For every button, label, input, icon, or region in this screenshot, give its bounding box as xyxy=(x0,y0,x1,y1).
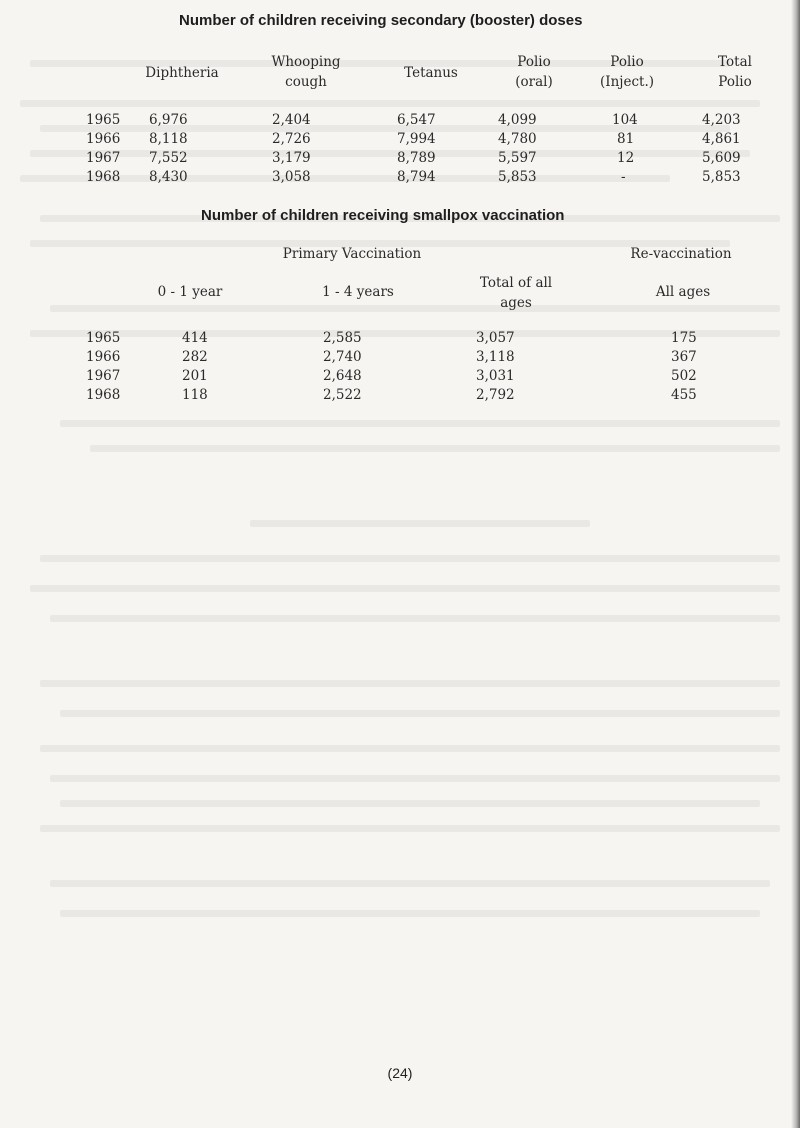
total-cell: 2,792 xyxy=(476,387,515,403)
header-polio-oral-2: (oral) xyxy=(515,74,553,90)
total-cell: 3,057 xyxy=(476,330,515,346)
page-number: (24) xyxy=(387,1065,413,1081)
age-0-1-cell: 201 xyxy=(182,368,208,384)
table-row xyxy=(0,330,800,350)
revacc-cell: 367 xyxy=(671,349,697,365)
whooping-cell: 3,179 xyxy=(272,150,311,166)
revacc-cell: 175 xyxy=(671,330,697,346)
revacc-cell: 455 xyxy=(671,387,697,403)
header-polio-inject-1: Polio xyxy=(610,54,644,70)
header-all-ages: All ages xyxy=(655,284,711,300)
revacc-cell: 502 xyxy=(671,368,697,384)
tetanus-cell: 7,994 xyxy=(397,131,436,147)
table-row xyxy=(0,112,800,132)
polio-inject-cell: 12 xyxy=(617,150,635,166)
polio-inject-cell: 104 xyxy=(612,112,638,128)
header-total-1: Total of all xyxy=(479,275,553,291)
header-diphtheria: Diphtheria xyxy=(145,65,219,81)
total-polio-cell: 5,853 xyxy=(702,169,741,185)
tetanus-cell: 6,547 xyxy=(397,112,436,128)
header-whooping-2: cough xyxy=(285,74,327,90)
tetanus-cell: 8,794 xyxy=(397,169,436,185)
header-age-1-4: 1 - 4 years xyxy=(322,284,394,300)
header-polio-oral-1: Polio xyxy=(517,54,551,70)
year-cell: 1966 xyxy=(86,349,121,365)
table-row xyxy=(0,368,800,388)
diphtheria-cell: 8,118 xyxy=(149,131,188,147)
table-row xyxy=(0,150,800,170)
booster-title: Number of children receiving secondary (booster) doses xyxy=(179,12,583,29)
age-1-4-cell: 2,648 xyxy=(323,368,362,384)
polio-oral-cell: 4,780 xyxy=(498,131,537,147)
whooping-cell: 3,058 xyxy=(272,169,311,185)
total-polio-cell: 4,861 xyxy=(702,131,741,147)
header-age-0-1: 0 - 1 year xyxy=(157,284,223,300)
header-polio-inject-2: (Inject.) xyxy=(599,74,655,90)
age-0-1-cell: 282 xyxy=(182,349,208,365)
whooping-cell: 2,404 xyxy=(272,112,311,128)
header-primary-vaccination: Primary Vaccination xyxy=(282,246,422,262)
polio-oral-cell: 4,099 xyxy=(498,112,537,128)
polio-oral-cell: 5,597 xyxy=(498,150,537,166)
table-row xyxy=(0,387,800,407)
age-1-4-cell: 2,585 xyxy=(323,330,362,346)
diphtheria-cell: 8,430 xyxy=(149,169,188,185)
total-cell: 3,118 xyxy=(476,349,515,365)
table-row xyxy=(0,349,800,369)
diphtheria-cell: 7,552 xyxy=(149,150,188,166)
header-total-polio-2: Polio xyxy=(718,74,752,90)
header-whooping-1: Whooping xyxy=(271,54,341,70)
polio-oral-cell: 5,853 xyxy=(498,169,537,185)
header-revaccination: Re-vaccination xyxy=(630,246,732,262)
table-row xyxy=(0,131,800,151)
whooping-cell: 2,726 xyxy=(272,131,311,147)
year-cell: 1968 xyxy=(86,387,121,403)
table-row xyxy=(0,169,800,189)
header-total-2: ages xyxy=(500,295,532,311)
year-cell: 1967 xyxy=(86,150,121,166)
year-cell: 1967 xyxy=(86,368,121,384)
age-0-1-cell: 118 xyxy=(182,387,208,403)
year-cell: 1965 xyxy=(86,112,121,128)
smallpox-title: Number of children receiving smallpox vaccination xyxy=(201,207,565,224)
age-1-4-cell: 2,522 xyxy=(323,387,362,403)
year-cell: 1965 xyxy=(86,330,121,346)
header-total-polio-1: Total xyxy=(718,54,752,70)
age-0-1-cell: 414 xyxy=(182,330,208,346)
total-polio-cell: 4,203 xyxy=(702,112,741,128)
total-cell: 3,031 xyxy=(476,368,515,384)
diphtheria-cell: 6,976 xyxy=(149,112,188,128)
polio-inject-cell: - xyxy=(621,169,626,185)
year-cell: 1966 xyxy=(86,131,121,147)
header-tetanus: Tetanus xyxy=(404,65,458,81)
year-cell: 1968 xyxy=(86,169,121,185)
age-1-4-cell: 2,740 xyxy=(323,349,362,365)
polio-inject-cell: 81 xyxy=(617,131,635,147)
tetanus-cell: 8,789 xyxy=(397,150,436,166)
total-polio-cell: 5,609 xyxy=(702,150,741,166)
